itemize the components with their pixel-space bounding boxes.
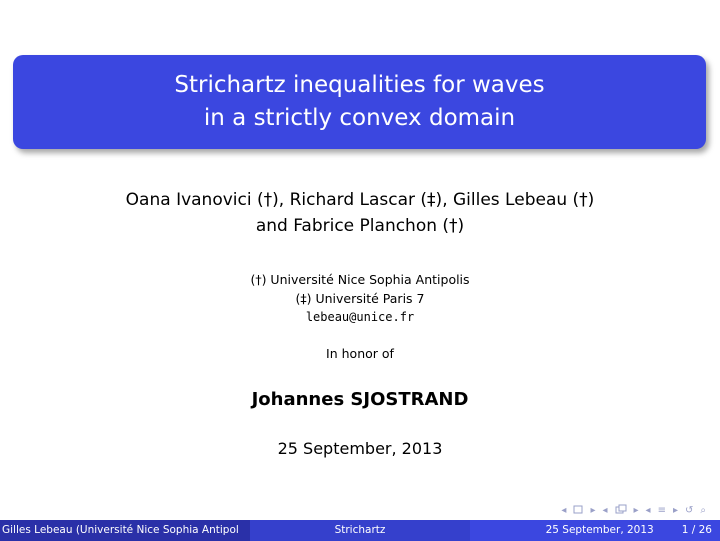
affiliation-1: (†) Université Nice Sophia Antipolis [250, 272, 470, 287]
section-icon[interactable]: ≡ [657, 505, 666, 516]
frame-prev-icon[interactable]: ◂ [561, 505, 567, 516]
title-line-2: in a strictly convex domain [203, 105, 516, 131]
authors [0, 187, 720, 239]
title-box [13, 55, 706, 149]
frame-next-icon[interactable]: ▸ [590, 505, 596, 516]
presentation-date: 25 September, 2013 [277, 439, 443, 458]
affiliations [0, 270, 720, 327]
beamer-navigation [561, 504, 706, 517]
subsection-icon[interactable] [615, 504, 627, 517]
footer-bar [0, 520, 720, 541]
page-number: 1 / 26 [681, 524, 712, 536]
authors-line-2: and Fabrice Planchon (†) [255, 216, 465, 236]
subsection-prev-icon[interactable]: ◂ [602, 505, 608, 516]
honor-intro: In honor of [326, 346, 394, 361]
authors-line-1: Oana Ivanovici (†), Richard Lascar (‡), Gilles Lebeau (†) [125, 190, 595, 210]
title-line-1: Strichartz inequalities for waves [174, 72, 545, 98]
footer-date-page [470, 520, 720, 541]
honoree-name: Johannes SJOSTRAND [251, 389, 469, 410]
footer-short-title: Strichartz [250, 520, 470, 541]
affiliation-2: (‡) Université Paris 7 [295, 291, 425, 306]
section-next-icon[interactable]: ▸ [672, 505, 678, 516]
footer-date: 25 September, 2013 [545, 524, 654, 536]
email: lebeau@unice.fr [305, 310, 415, 324]
subsection-next-icon[interactable]: ▸ [633, 505, 639, 516]
frame-icon[interactable] [573, 505, 583, 517]
section-prev-icon[interactable]: ◂ [645, 505, 651, 516]
search-icon[interactable]: ⌕ [700, 505, 706, 516]
footer-author: Gilles Lebeau (Université Nice Sophia Antipol [0, 520, 250, 541]
back-icon[interactable]: ↺ [685, 505, 694, 516]
